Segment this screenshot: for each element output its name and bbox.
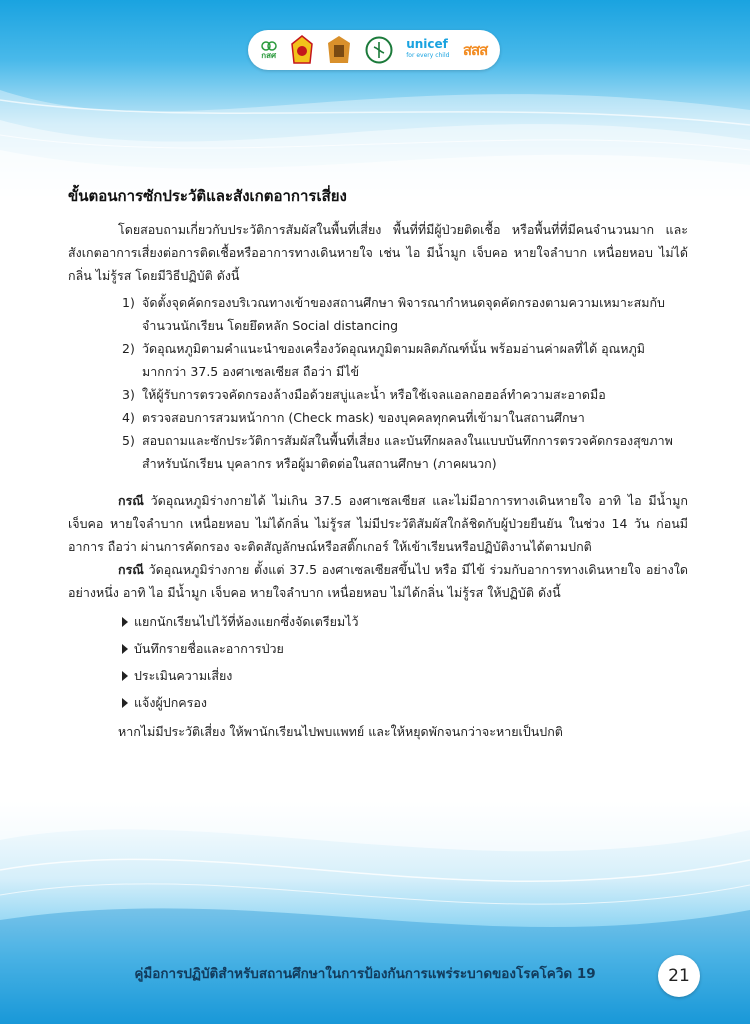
footer-wave-decoration [0,800,750,1024]
thaihealth-wordmark: สสส [462,41,488,59]
thaihealth-logo [463,38,487,62]
case-fever-paragraph [68,558,688,604]
dsd-logo [261,41,277,60]
action-text: แจ้งผู้ปกครอง [134,695,207,710]
unicef-tagline: for every child [406,52,450,59]
action-list [68,610,688,714]
case-label: กรณี [118,493,144,508]
step-number: 1) [122,295,135,310]
dsd-logo-text: กสศ [261,50,277,60]
action-text: บันทึกรายชื่อและอาการป่วย [134,641,284,656]
action-text: ประเมินความเสี่ยง [134,668,233,683]
logo-bar [248,30,500,70]
crest-logo [327,35,351,65]
list-item [122,291,688,337]
list-item [122,664,688,687]
list-item [122,406,688,429]
case-pass-paragraph [68,489,688,558]
triangle-bullet-icon [122,644,128,654]
triangle-bullet-icon [122,671,128,681]
list-item [122,429,688,475]
footer-title: คู่มือการปฏิบัติสำหรับสถานศึกษาในการป้องกันการแพร่ระบาดของโรคโควิด 19 [134,966,596,982]
main-content [68,185,688,743]
list-item [122,691,688,714]
page-number: 21 [658,955,700,997]
intro-paragraph: โดยสอบถามเกี่ยวกับประวัติการสัมผัสในพื้นที่เสี่ยง พื้นที่ที่มีผู้ป่วยติดเชื้อ หรือพื้นที่ที่มีคนจำนวนมาก และสังเกตอาการเสี่ยงต่อการติดเชื้อหรืออาการทางเดินหายใจ เช่น ไอ มีน้ำมูก เจ็บคอ หายใจลำบาก เหนื่อยหอบ ไม่ได้กลิ่น ไม่รู้รส โดยมีวิธีปฏิบัติ ดังนี้ [68,222,688,283]
list-item [122,610,688,633]
triangle-bullet-icon [122,617,128,627]
step-number: 3) [122,387,135,402]
step-text: วัดอุณหภูมิตามคำแนะนำของเครื่องวัดอุณหภูมิตามผลิตภัณฑ์นั้น พร้อมอ่านค่าผลที่ได้ อุณหภูมิมากกว่า 37.5 องศาเซลเซียส ถือว่า มีไข้ [142,341,646,379]
procedure-steps [68,291,688,475]
case-label: กรณี [118,562,144,577]
unicef-wordmark: unicef [406,37,448,51]
step-number: 2) [122,341,135,356]
list-item [122,337,688,383]
unicef-logo [406,39,449,61]
school-seal-logo [290,35,314,65]
health-ministry-logo [365,36,393,64]
step-text: ตรวจสอบการสวมหน้ากาก (Check mask) ของบุคคลทุกคนที่เข้ามาในสถานศึกษา [142,410,585,425]
step-number: 5) [122,433,135,448]
case-text: วัดอุณหภูมิร่างกายได้ ไม่เกิน 37.5 องศาเซลเซียส และไม่มีอาการทางเดินหายใจ อาทิ ไอ มีน้ำมูก เจ็บคอ หายใจลำบาก เหนื่อยหอบ ไม่ได้กลิ่น ไม่รู้รส ไม่มีประวัติสัมผัสใกล้ชิดกับผู้ป่วยยืนยัน ในช่วง 14 วัน ก่อนมีอาการ ถือว่า ผ่านการคัดกรอง จะติดสัญลักษณ์หรือสติ๊กเกอร์ ให้เข้าเรียนหรือปฏิบัติงานได้ตามปกติ [68,493,688,554]
triangle-bullet-icon [122,698,128,708]
list-item [122,383,688,406]
closing-paragraph: หากไม่มีประวัติเสี่ยง ให้พานักเรียนไปพบแพทย์ และให้หยุดพักจนกว่าจะหายเป็นปกติ [118,724,563,739]
step-text: จัดตั้งจุดคัดกรองบริเวณทางเข้าของสถานศึกษา พิจารณากำหนดจุดคัดกรองตามความเหมาะสมกับจำนวนนักเรียน โดยยึดหลัก Social distancing [142,295,665,333]
section-title: ขั้นตอนการซักประวัติและสังเกตอาการเสี่ยง [68,187,347,205]
step-number: 4) [122,410,135,425]
step-text: สอบถามและซักประวัติการสัมผัสในพื้นที่เสี่ยง และบันทึกผลลงในแบบบันทึกการตรวจคัดกรองสุขภาพสำหรับนักเรียน บุคลากร หรือผู้มาติดต่อในสถานศึกษา (ภาคผนวก) [142,433,673,471]
footer-background [0,800,750,1024]
step-text: ให้ผู้รับการตรวจคัดกรองล้างมือด้วยสบู่และน้ำ หรือใช้เจลแอลกอฮอล์ทำความสะอาดมือ [142,387,606,402]
case-text: วัดอุณหภูมิร่างกาย ตั้งแต่ 37.5 องศาเซลเซียสขึ้นไป หรือ มีไข้ ร่วมกับอาการทางเดินหายใจ อย่างใดอย่างหนึ่ง อาทิ ไอ มีน้ำมูก เจ็บคอ หายใจลำบาก เหนื่อยหอบ ไม่ได้กลิ่น ไม่รู้รส ให้ปฏิบัติ ดังนี้ [68,562,688,600]
action-text: แยกนักเรียนไปไว้ที่ห้องแยกซึ่งจัดเตรียมไว้ [134,614,359,629]
list-item [122,637,688,660]
